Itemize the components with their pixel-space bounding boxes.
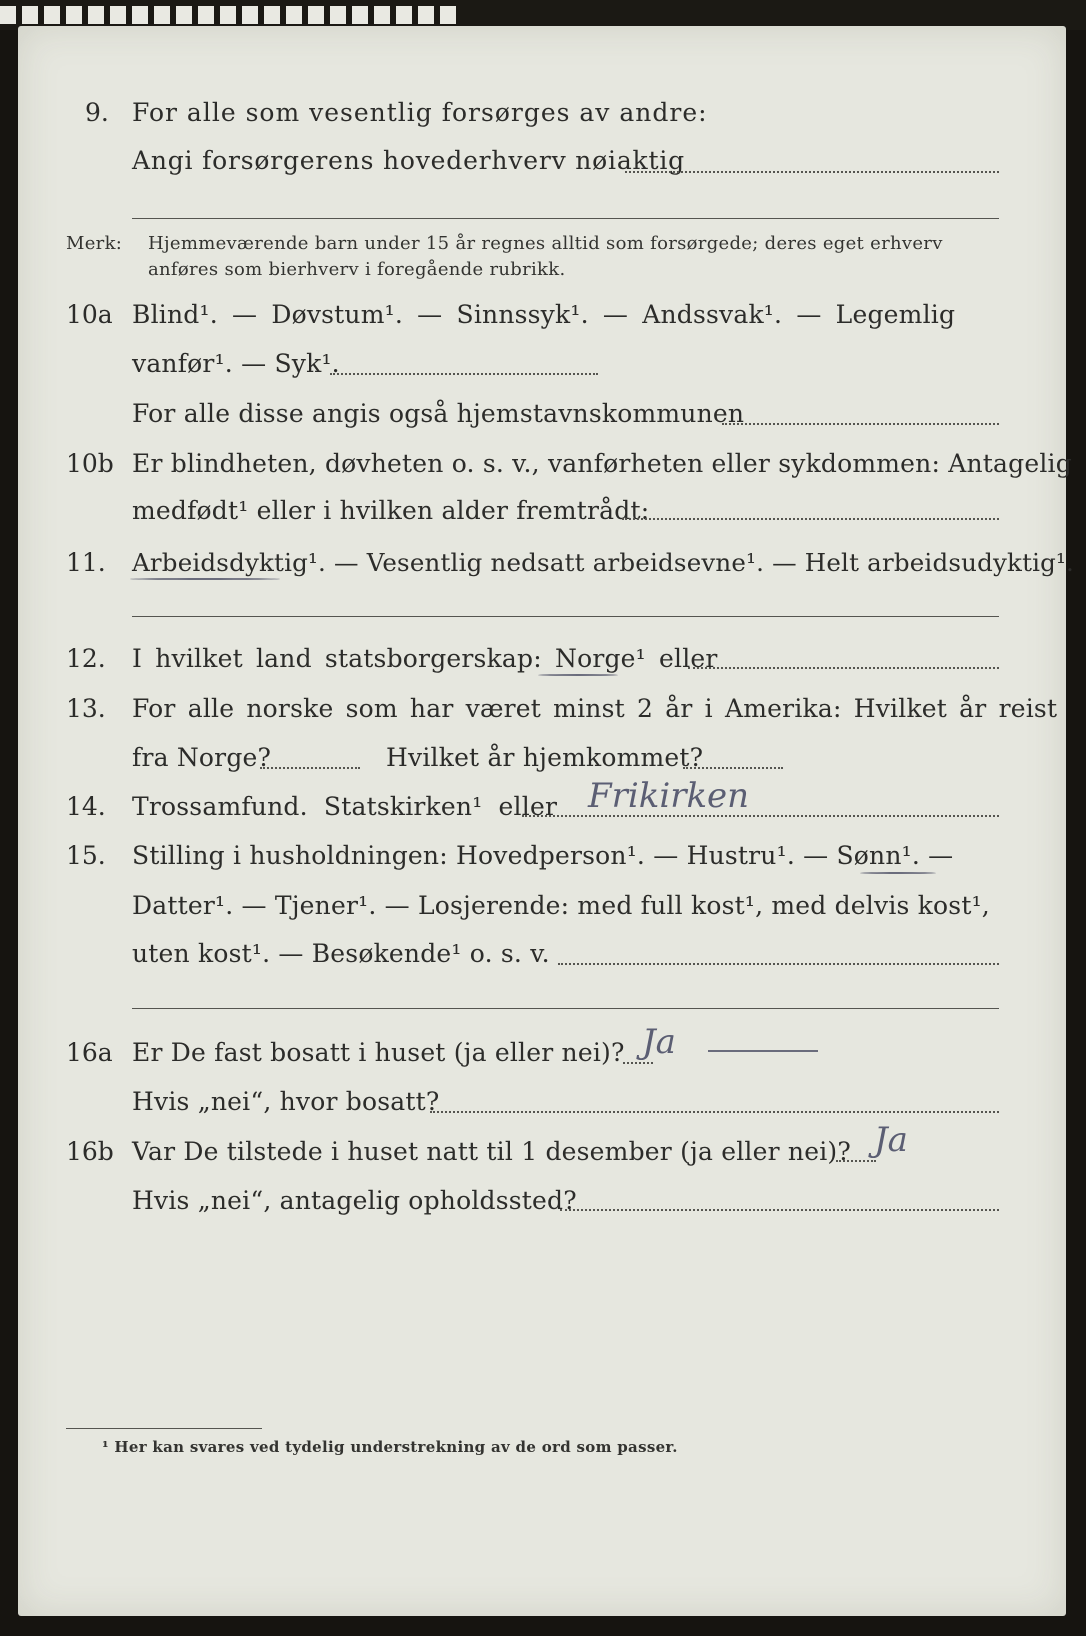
- q9-line1: For alle som vesentlig forsørges av andre:: [132, 98, 708, 127]
- q12-answer-line[interactable]: [688, 667, 999, 669]
- q10a-number: 10a: [66, 300, 113, 329]
- q10a-line2: vanfør¹. — Syk¹.: [132, 349, 340, 378]
- q14-line1: Trossamfund. Statskirken¹ eller: [132, 792, 558, 821]
- q9-line2: Angi forsørgerens hovederhverv nøiaktig: [132, 146, 685, 175]
- q15-line3: uten kost¹. — Besøkende¹ o. s. v.: [132, 939, 550, 968]
- merk-line2: anføres som bierhverv i foregående rubrikk.: [148, 259, 566, 280]
- q14-number: 14.: [66, 792, 106, 821]
- q14-handwritten-answer: Frikirken: [588, 776, 750, 816]
- q9-answer-line[interactable]: [625, 171, 999, 173]
- q16a-number: 16a: [66, 1038, 113, 1067]
- q10a-line3: For alle disse angis også hjemstavnskommunen: [132, 399, 745, 428]
- q13-line1: For alle norske som har været minst 2 år i Amerika: Hvilket år reist: [132, 694, 1058, 723]
- census-form-page: [18, 26, 1075, 1616]
- q10b-line2: medfødt¹ eller i hvilken alder fremtrådt:: [132, 496, 650, 525]
- q16a-handwritten-dash: [708, 1050, 818, 1052]
- q15-handwritten-underline: [860, 872, 936, 874]
- q11-line1: Arbeidsdyktig¹. — Vesentlig nedsatt arbeidsevne¹. — Helt arbeidsudyktig¹.: [132, 548, 1075, 577]
- q11-handwritten-underline: [130, 578, 280, 580]
- q16b-number: 16b: [66, 1137, 114, 1166]
- q16b-line2: Hvis „nei“, antagelig opholdssted?: [132, 1186, 577, 1215]
- q13-line2a: fra Norge?: [132, 743, 272, 772]
- merk-label: Merk:: [66, 233, 123, 254]
- q10b-line1: Er blindheten, døvheten o. s. v., vanførheten eller sykdommen: Antagelig: [132, 449, 1072, 478]
- q13-line2b: Hvilket år hjemkommet?: [386, 743, 704, 772]
- q9-number: 9.: [85, 98, 109, 127]
- q16a-answer-line[interactable]: [623, 1062, 653, 1064]
- q16a-residence-line[interactable]: [430, 1111, 999, 1113]
- q10a-answer-line[interactable]: [330, 373, 598, 375]
- q12-line1: I hvilket land statsborgerskap: Norge¹ eller: [132, 644, 718, 673]
- q10a-hometown-line[interactable]: [722, 423, 999, 425]
- q16b-whereabouts-line[interactable]: [560, 1209, 999, 1211]
- footnote-rule: [66, 1428, 262, 1429]
- q12-handwritten-underline: [538, 674, 618, 676]
- q16a-handwritten-answer: Ja: [642, 1022, 676, 1062]
- q10b-answer-line[interactable]: [622, 518, 999, 520]
- footnote: ¹ Her kan svares ved tydelig understrekning av de ord som passer.: [102, 1438, 678, 1456]
- q11-answer-line[interactable]: [132, 616, 999, 617]
- q15-answer-line-2[interactable]: [132, 1008, 999, 1009]
- q16b-line1: Var De tilstede i huset natt til 1 desember (ja eller nei)?: [132, 1137, 851, 1166]
- q10b-number: 10b: [66, 449, 114, 478]
- q15-line2: Datter¹. — Tjener¹. — Losjerende: med full kost¹, med delvis kost¹,: [132, 891, 990, 920]
- q10a-line1: Blind¹. — Døvstum¹. — Sinnssyk¹. — Andssvak¹. — Legemlig: [132, 300, 956, 329]
- q16a-line2: Hvis „nei“, hvor bosatt?: [132, 1087, 440, 1116]
- q15-answer-line[interactable]: [558, 963, 999, 965]
- q9-answer-line-2[interactable]: [132, 218, 999, 219]
- q13-number: 13.: [66, 694, 106, 723]
- q13-departure-line[interactable]: [260, 767, 360, 769]
- q16b-answer-line[interactable]: [836, 1160, 876, 1162]
- merk-line1: Hjemmeværende barn under 15 år regnes alltid som forsørgede; deres eget erhverv: [148, 233, 943, 254]
- q16b-handwritten-answer: Ja: [874, 1120, 908, 1160]
- q13-return-line[interactable]: [683, 767, 783, 769]
- q15-number: 15.: [66, 841, 106, 870]
- q12-number: 12.: [66, 644, 106, 673]
- q15-line1: Stilling i husholdningen: Hovedperson¹. — Hustru¹. — Sønn¹. —: [132, 841, 954, 870]
- q16a-line1: Er De fast bosatt i huset (ja eller nei)?: [132, 1038, 625, 1067]
- film-edge-marks: [0, 6, 460, 24]
- q11-number: 11.: [66, 548, 106, 577]
